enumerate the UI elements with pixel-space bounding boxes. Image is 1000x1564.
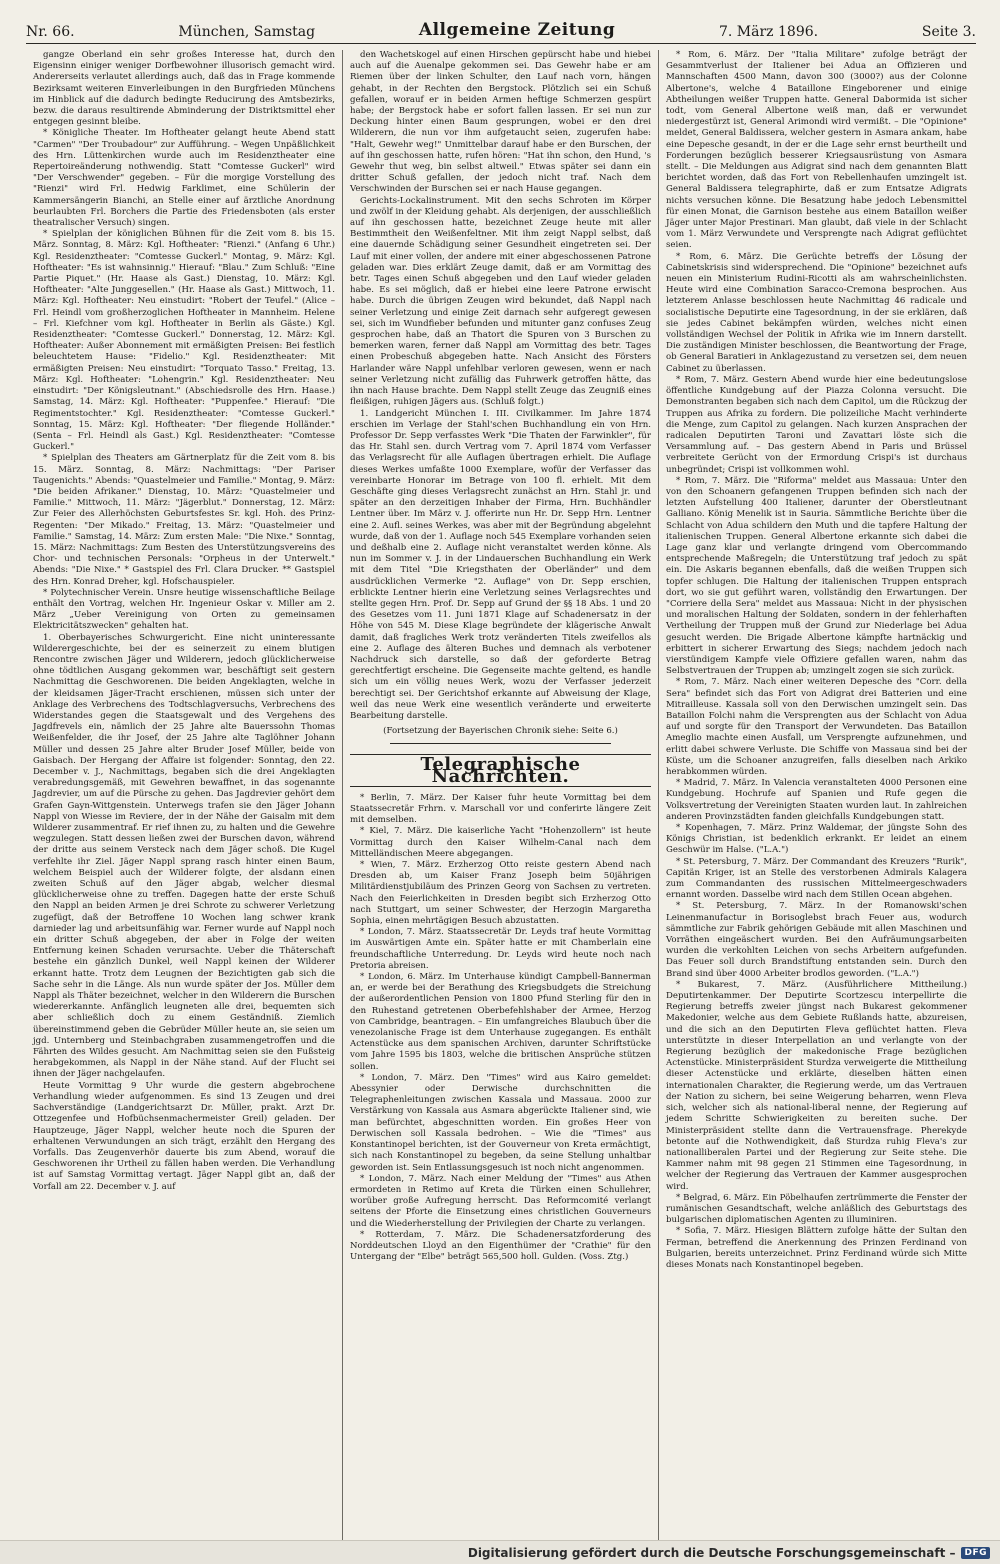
issue-date: 7. März 1896.	[719, 24, 819, 40]
digitization-footer	[0, 1540, 1000, 1564]
article-paragraph: den Wachetskogel auf einen Hirschen gepürscht habe und hiebei auch auf die Auenalpe gekommen sei. Das Gewehr habe er am Riemen über der linken Schulter, den Lauf nach vorn, hängen gehabt, in der Rechten den Bergstock. Plötzlich sei ein Schuß gefallen, worauf er in beiden Armen heftige Schmerzen gespürt habe; der Bergstock habe er sofort fallen lassen. Er sei nun zur Deckung hinter einen Baum gesprungen, wobei er den drei Wilderern, die nun vor ihm aufgetaucht seien, zugerufen habe: "Halt, Gewehr weg!" Unmittelbar darauf habe er den Burschen, der auf ihn geschossen hatte, rufen hören: "Hat ihn schon, den Hund, 's Gewehr thut weg, bin selbst altweil." Etwas später sei dann ein dritter Schuß gefallen, der jedoch nicht traf. Nach dem Verschwinden der Burschen sei er nach Hause gegangen.	[350, 50, 651, 195]
article-paragraph: * St. Petersburg, 7. März. In der Romanowski'schen Leinenmanufactur in Borisoglebst brach Feuer aus, wodurch sämmtliche zur Fabrik gehörigen Gebäude mit allen Maschinen und Vorräthen eingeäschert wurden. Bei den Aufräumungsarbeiten wurden die verkohlten Leichen von sechs Arbeitern aufgefunden. Das Feuer soll durch Brandstiftung entstanden sein. Durch den Brand sind über 4000 Arbeiter brodlos geworden. ("L.A.")	[666, 901, 967, 979]
article-paragraph: * Belgrad, 6. März. Ein Pöbelhaufen zertrümmerte die Fenster der rumänischen Gesandtschaft, welche anläßlich des Geburtstags des bulgarischen diplomatischen Agenten zu illuminiren.	[666, 1192, 967, 1226]
article-paragraph: * Kopenhagen, 7. März. Prinz Waldemar, der jüngste Sohn des Königs Christian, ist bedenklich erkrankt. Er leidet an einem Geschwür im Halse. ("L.A.")	[666, 823, 967, 856]
article-paragraph: * Rom, 7. März. Die "Riforma" meldet aus Massaua: Unter den von den Schoanern gefangenen Truppen befinden sich nach der letzten Aufstellung 400 Italiener, darunter der Oberstleutnant Galliano. König Menelik ist in Sauria. Sämmtliche Berichte über die Schlacht von Adua schildern den Muth und die tapfere Haltung der italienischen Truppen. General Albertone erkannte sich dabei die Lage ganz klar und verlangte dringend vom Obercommando entsprechende Maßregeln; die Unterstützung traf jedoch zu spät ein. Die Askaris begannen ebenfalls, daß die weißen Truppen sich topfer schlugen. Die Haltung der italienischen Truppen entsprach dort, wo sie gut geführt waren, vollständig den Erwartungen. Der "Corriere della Sera" meldet aus Massaua: Nicht in der physischen und moralischen Haltung der Soldaten, sondern in der fehlerhaften Vertheilung der Truppen muß der Grund zur Niederlage bei Adua gesucht werden. Die Brigade Albertone kämpfte hartnäckig und erbittert in sicherer Erwartung des Siegs; nachdem jedoch nach vierstündigem Kampfe viele Offiziere gefallen waren, nahm das Selbstvertrauen der Truppen ab; umzingelt zogen sie sich zurück.	[666, 475, 967, 677]
issue-number: Nr. 66.	[26, 24, 75, 40]
article-paragraph: * Spielplan des Theaters am Gärtnerplatz für die Zeit vom 8. bis 15. März. Sonntag, 8. März: Nachmittags: "Der Pariser Taugenichts." Abends: "Quastelmeier und Familie." Montag, 9. März: "Die beiden Afrikaner." Dienstag, 10. März: "Quastelmeier und Familie." Mittwoch, 11. März: "Jägerblut." Donnerstag, 12. März: Zur Feier des Allerhöchsten Geburtsfestes Sr. kgl. Hoh. des Prinz-Regenten: "Der Mikado." Freitag, 13. März: "Quastelmeier und Familie." Samstag, 14. März: Zum ersten Male: "Die Nixe." Sonntag, 15. März: Nachmittags: Zum Besten des Unterstützungsvereins des Chor- und technischen Personals: "Orpheus in der Unterwelt." Abends: "Die Nixe." * Gastspiel des Frl. Clara Drucker. ** Gastspiel des Hrn. Konrad Dreher, kgl. Hofschauspieler.	[33, 453, 335, 587]
article-paragraph: * Spielplan der königlichen Bühnen für die Zeit vom 8. bis 15. März. Sonntag, 8. März: Kgl. Hoftheater: "Rienzi." (Anfang 6 Uhr.) Kgl. Residenztheater: "Comtesse Guckerl." Montag, 9. März: Kgl. Hoftheater: "Es ist wahnsinnig." Hierauf: "Blau." Zum Schluß: "Eine Partie Piquet." (Hr. Haase als Gast.) Dienstag, 10. März: Kgl. Hoftheater: "Alte Junggesellen." (Hr. Haase als Gast.) Mittwoch, 11. März: Kgl. Hoftheater: Neu einstudirt: "Robert der Teufel." (Alice – Frl. Heindl vom großherzoglichen Hoftheater in Mannheim. Helene – Frl. Kiefchner vom kgl. Hoftheater in Berlin als Gäste.) Kgl. Residenztheater: "Comtesse Guckerl." Donnerstag, 12. März: Kgl. Hoftheater: Außer Abonnement mit ermäßigten Preisen: Bei festlich beleuchtetem Hause: "Fidelio." Kgl. Residenztheater: Mit ermäßigten Preisen: Neu einstudirt: "Torquato Tasso." Freitag, 13. März: Kgl. Hoftheater: "Lohengrin." Kgl. Residenztheater: Neu einstudirt: "Der Königsleutnant." (Abschiedsrolle des Hrn. Haase.) Samstag, 14. März: Kgl. Hoftheater: "Puppenfee." Hierauf: "Die Regimentstochter." Kgl. Residenztheater: "Comtesse Guckerl." Sonntag, 15. März: Kgl. Hoftheater: "Der fliegende Holländer." (Senta – Frl. Heindl als Gast.) Kgl. Residenztheater: "Comtesse Guckerl."	[33, 229, 335, 453]
article-paragraph: Heute Vormittag 9 Uhr wurde die gestern abgebrochene Verhandlung wieder aufgenommen. Es sind 13 Zeugen und drei Sachverständige (Landgerichtsarzt Dr. Müller, prakt. Arzt Dr. Ottzegenfee und Hofbüchsenmachermeister Greil) geladen. Der Hauptzeuge, Jäger Nappl, welcher heute noch die Spuren der erhaltenen Verwundungen an sich trägt, erzählt den Hergang des Vorfalls. Das Zeugenverhör dauerte bis zum Abend, worauf die Geschworenen ihr Urtheil zu fällen haben werden. Die Verhandlung ist auf Samstag Vormittag vertagt. Jäger Nappl gibt an, daß der Vorfall am 22. December v. J. auf	[33, 1080, 335, 1192]
article-paragraph: 1. Oberbayerisches Schwurgericht. Eine nicht uninteressante Wilderergeschichte, bei der es seinerzeit zu einem blutigen Rencontre zwischen Jäger und Wilderern, jedoch glücklicherweise ohne tödtlichen Ausgang gekommen war, beschäftigt seit gestern Nachmittag die Geschworenen. Die beiden Angeklagten, welche in der kleidsamen Jäger-Tracht erschienen, müssen sich unter der Anklage des Verbrechens des Todtschlagversuchs, Verbrechens des Widerstandes gegen die Staatsgewalt und des Vergehens des Jagdfrevels ein, nämlich der 25 Jahre alte Bauerssohn Thomas Weißenfelder, die ihr Josef, der 25 Jahre alte Taglöhner Johann Müller und dessen 25 Jahre alter Bruder Josef Müller, beide von Gaisbach. Der Hergang der Affaire ist folgender: Sonntag, den 22. December v. J., Nachmittags, begaben sich die drei Angeklagten verabredungsgemäß, mit Gewehren bewaffnet, in das sogenannte Jagdrevier, um auf die Pürsche zu gehen. Das Jagdrevier gehört dem Grafen Gayn-Wittgenstein. Unterwegs trafen sie den Jäger Johann Nappl von Wiesse im Reviere, der in der Nähe der Gaisalm mit dem Wilderer zusammentraf. Er rief ihnen zu, zu halten und die Gewehre wegzulegen. Statt dessen ließen zwei der Burschen davon, während der dritte aus seinem Versteck nach dem Jäger schoß. Die Kugel verfehlte ihr Ziel. Jäger Nappl sprang rasch hinter einen Baum, welchem Beispiel auch der Wilderer folgte, der alsdann einen zweiten Schuß auf den Jäger abgab, welcher diesmal glücklicherweise ohne zu treffen. Dagegen hatte der erste Schuß den Nappl an beiden Armen je drei Schrote zu schwerer Verletzung zugefügt, daß der Betroffene 10 Wochen lang schwer krank darnieder lag und arbeitsunfähig war. Ferner wurde auf Nappl noch ein dritter Schuß abgegeben, der aber in Folge der weiten Entfernung keinen Schaden verursachte. Ueber die Thäterschaft bestehe ein gänzlich Dunkel, weil Nappl keinen der Wilderer erkannt hatte. Trotz dem Leugnen der Bezichtigten gab sich die Sache sehr in die Länge. Als nun wurde später der Jos. Müller dem Nappl als Thäter bezeichnet, welcher in den Wilderern die Burschen wiedererkannte. Anfänglich leugneten alle drei, bequemten sich aber schließlich doch zu einem Geständniß. Ziemlich übereinstimmend geben die Gebrüder Müller heute an, sie seien um jgd. Unternberg und Steinbachgraben zusammengetroffen und die Fährten des Wildes gesucht. Am Nachmittag seien sie den Fußsteig herabgekommen, als Nappl in der Nähe stand. Auf der Flucht sei ihnen der Jäger nachgelaufen.	[33, 632, 335, 1080]
article-paragraph: * Rom, 7. März. Nach einer weiteren Depesche des "Corr. della Sera" befindet sich das Fort von Adigrat drei Batterien und eine Mitrailleuse. Kassala soll von den Derwischen umzingelt sein. Das Bataillon Folchi nahm die Versprengten aus der Schlacht von Adua auf und sorgte für den Transport der Verwundeten. Das Bataillon Ameglio machte einen Ausfall, um Versprengte aufzunehmen, und erlitt dabei schwere Verluste. Die Schiffe von Massaua sind bei der Küste, um die Schoaner anzugreifen, falls dieselben nach Arkiko herabkommen würden.	[666, 677, 967, 777]
article-paragraph: * London, 7. März. Nach einer Meldung der "Times" aus Athen ermordeten in Retimo auf Kreta die Türken einen Schullehrer, worüber große Aufregung herrscht. Das Reformcomité verlangt seitens der Pforte die Einsetzung eines christlichen Gouverneurs und die Wiederherstellung der Privilegien der Charte zu verlangen.	[350, 1173, 651, 1229]
footer-text: Digitalisierung gefördert durch die Deutsche Forschungsgemeinschaft –	[467, 1545, 956, 1560]
article-paragraph: * Rom, 6. März. Die Gerüchte betreffs der Lösung der Cabinetskrisis sind widersprechend. Die "Opinione" bezeichnet aufs neuen ein Ministerium Rudini-Ricotti als am wahrscheinlichsten. Heute wird eine Combination Saracco-Cremona besprochen. Aus letzterem Anlasse beschlossen heute Nachmittag 46 radicale und socialistische Deputirte eine Tagesordnung, in der sie erklären, daß sie jedes Cabinet bekämpfen würden, welches nicht einen vollständigen Wechsel der Politik in Afrika wie im Innern darstellt. Die zuständigen Minister beschlossen, die Beantwortung der Frage, ob General Baratieri in Anklagezustand zu versetzen sei, dem neuen Cabinet zu überlassen.	[666, 251, 967, 374]
column-2	[342, 50, 658, 1540]
article-paragraph: * Madrid, 7. März. In Valencia veranstalteten 4000 Personen eine Kundgebung. Hochrufe auf Spanien und Rufe gegen die Volksvertretung der Vereinigten Staaten wurden laut. In zahlreichen anderen Provinzstädten fanden gleichfalls Kundgebungen statt.	[666, 778, 967, 822]
article-paragraph: * Berlin, 7. März. Der Kaiser fuhr heute Vormittag bei dem Staatssecretär Frhrn. v. Marschall vor und conferirte längere Zeit mit demselben.	[350, 792, 651, 826]
article-paragraph: * Sofia, 7. März. Hiesigen Blättern zufolge hätte der Sultan den Ferman, betreffend die Anerkennung des Prinzen Ferdinand von Bulgarien, bereits unterzeichnet. Prinz Ferdinand würde sich Mitte dieses Monats nach Konstantinopel begeben.	[666, 1226, 967, 1270]
column-3	[658, 50, 974, 1540]
article-paragraph: 1. Landgericht München I. III. Civilkammer. Im Jahre 1874 erschien im Verlage der Stahl'schen Buchhandlung ein von Hrn. Professor Dr. Sepp verfasstes Werk "Die Thaten der Farwinkler", für das Hr. Stahl sen. durch Vertrag vom 7. April 1874 vom Verfasser das Verlagsrecht für alle Auflagen übertragen erhielt. Die Auflage dieses Werkes umfaßte 1000 Exemplare, wofür der Verfasser das vereinbarte Honorar im Betrage von 100 fl. erhielt. Mit dem Geschäfte ging dieses Verlagsrecht zunächst an Hrn. Stahl jr. und später an den derzeitigen Inhaber der Firma, Hrn. Buchhändler Lentner über. Im März v. J. offerirte nun Hr. Dr. Sepp Hrn. Lentner eine 2. Aufl. seines Werkes, was aber mit der Begründung abgelehnt wurde, daß von der 1. Auflage noch 545 Exemplare vorhanden seien und deßhalb eine 2. Auflage nicht veranstaltet werden könne. Als nun im Sommer v. J. in der Lindauerschen Buchhandlung ein Werk mit dem Titel "Die Kriegsthaten der Oberländer" und dem ausdrücklichen Vermerke "2. Auflage" von Dr. Sepp erschien, erblickte Lentner hierin eine Verletzung seines Verlagsrechtes und stellte gegen Hrn. Prof. Dr. Sepp auf Grund der §§ 18 Abs. 1 und 20 des Gesetzes vom 11. Juni 1871 Klage auf Schadenersatz in der Höhe von 545 M. Diese Klage begründete der klägerische Anwalt damit, daß fragliches Werk trotz veränderten Titels zweifellos als eine 2. Auflage des älteren Buches und demnach als verbotener Nachdruck sich darstelle, so daß der geforderte Betrag gerechtfertigt erscheine. Die Gegenseite machte geltend, es handle sich um ein völlig neues Werk, wozu der Verfasser jederzeit berechtigt sei. Der Gerichtshof erkannte auf Abweisung der Klage, weil das neue Werk eine wesentlich veränderte und erweiterte Bearbeitung darstelle.	[350, 408, 651, 721]
article-paragraph: (Fortsetzung der Bayerischen Chronik siehe: Seite 6.)	[383, 726, 618, 737]
article-paragraph: * Polytechnischer Verein. Unsre heutige wissenschaftliche Beilage enthält den Vortrag, welchen Hr. Ingenieur Oskar v. Miller am 2. März „Ueber Vereinigung von Orten zu gemeinsamen Elektricitätszwecken" gehalten hat.	[33, 587, 335, 632]
article-paragraph: * Rom, 6. März. Der "Italia Militare" zufolge beträgt der Gesammtverlust der Italiener bei Adua an Offizieren und Mannschaften 4500 Mann, davon 300 (3000?) aus der Colonne Albertone's, welche 4 Bataillone Eingeborener und einige Abtheilungen weißer Truppen hatte. General Dabormida ist sicher todt, vom General Albertone weiß man, daß er verwundet niedergestürzt ist, General Arimondi wird vermißt. – Die "Opinione" meldet, General Baldissera, welcher gestern in Asmara ankam, habe eine Depesche gesandt, in der er die Lage sehr ernst beurtheilt und Forderungen bezüglich besserer Kriegsausrüstung von Asmara stellt. – Die Meldungen aus Adigrat sind nach dem genannten Blatt berichtet worden, daß das Fort von Rebellenhaufen umzingelt ist. General Baldissera telegraphirte, daß er zum Entsatze Adigrats nichts versuchen könne. Die Besatzung habe jedoch Lebensmittel für einen Monat, die Garnison bestehe aus einem Bataillon weißer Jäger unter Major Prestinari. Man glaubt, daß viele in der Schlacht vom 1. März Verwundete und Versprengte nach Adigrat geflüchtet seien.	[666, 50, 967, 251]
newspaper-page	[26, 18, 976, 1538]
article-paragraph: * Rotterdam, 7. März. Die Schadenersatzforderung des Norddeutschen Lloyd an den Eigenthümer der "Crathie" für den Untergang der "Elbe" beträgt 565,500 holl. Gulden. (Voss. Ztg.)	[350, 1229, 651, 1263]
article-paragraph: gangze Oberland ein sehr großes Interesse hat, durch den Eigensinn einiger weniger Dorfbewohner illusorisch gemacht wird. Andererseits verlautet allerdings auch, daß das in Frage kommende Bezirksamt weiteren Einverleibungen in den Burgfrieden Münchens im Hinblick auf die dadurch bedingte Reducirung des Amtsbezirks, bezw. die daraus resultirende Abminderung der Distriktsmittel eher entgegen gesinnt bleibe.	[33, 50, 335, 128]
article-paragraph: * Rom, 7. März. Gestern Abend wurde hier eine bedeutungslose öffentliche Kundgebung auf der Piazza Colonna versucht. Die Demonstranten begaben sich nach dem Capitol, um die Rückzug der Truppen aus Afrika zu fordern. Die polizeiliche Macht verhinderte die Menge, zum Capitol zu gelangen. Nach kurzen Ansprachen der radicalen Deputirten Taroni und Zavattari löste sich die Versammlung auf. – Das gestern Abend in Paris und Brüssel verbreitete Gerücht von der Ermordung Crispi's ist durchaus unbegründet; Crispi ist vollkommen wohl.	[666, 374, 967, 475]
dfg-logo: DFG	[961, 1547, 990, 1559]
column-1	[26, 50, 342, 1540]
article-paragraph: * Kiel, 7. März. Die kaiserliche Yacht "Hohenzollern" ist heute Vormittag durch den Kaiser Wilhelm-Canal nach dem Mittelländischen Meere abgegangen.	[350, 826, 651, 859]
article-paragraph: * London, 6. März. Im Unterhause kündigt Campbell-Bannerman an, er werde bei der Berathung des Kriegsbudgets die Streichung der außerordentlichen Pension von 1800 Pfund Sterling für den in den Ruhestand getretenen Oberbefehlshaber der Armee, Herzog von Cambridge, beantragen. – Ein umfangreiches Blaubuch über die venezolanische Frage ist dem Unterhause zugegangen. Es enthält Actenstücke aus dem spanischen Archiven, darunter Schriftstücke vom Jahre 1595 bis 1803, welche die britischen Ansprüche stützen sollen.	[350, 972, 651, 1072]
article-paragraph: * Königliche Theater. Im Hoftheater gelangt heute Abend statt "Carmen" "Der Troubadour" zur Aufführung. – Wegen Unpäßlichkeit des Hrn. Lüttenkirchen wurde auch im Residenztheater eine Repertoireänderung nothwendig. Statt "Comtesse Guckerl" wird "Der Verschwender" gegeben. – Für die morgige Vorstellung des "Rienzi" wird Frl. Hedwig Farklimet, eine Schülerin der Kammersängerin Bianchi, an Stelle einer auf ärztliche Anordnung beurlaubten Frl. Borchers die Partie des Friedensboten (als erster theatralischer Versuch) singen.	[33, 128, 335, 229]
article-paragraph: * London, 7. März. Den "Times" wird aus Kairo gemeldet: Abessynier oder Derwische durchschnitten die Telegraphenleitungen zwischen Kassala und Massaua. 2000 zur Verstärkung von Kassala aus Asmara abgerückte Italiener sind, wie man befürchtet, abgeschnitten worden. Ein großes Heer von Derwischen soll Kassala bedrohen. – Wie die "Times" aus Konstantinopel berichten, ist der Gouverneur von Kreta ermächtigt, sich nach Konstantinopel zu begeben, da seine Stellung unhaltbar geworden ist. Sein Entlassungsgesuch ist noch nicht angenommen.	[350, 1072, 651, 1173]
article-paragraph: * London, 7. März. Staatssecretär Dr. Leyds traf heute Vormittag im Auswärtigen Amte ein. Später hatte er mit Chamberlain eine freundschaftliche Unterredung. Dr. Leyds wird heute noch nach Pretoria abreisen.	[350, 927, 651, 971]
article-paragraph: * Bukarest, 7. März. (Ausführlichere Mittheilung.) Deputirtenkammer. Der Deputirte Scortzescu interpellirte die Regierung betreffs zweier jüngst nach Bukarest gekommener Makedonier, welche aus dem Gebiete Rußlands hatte, abzureisen, und die sich an den Deputirten Fleva geflüchtet hatten. Fleva unterstützte in dieser Interpellation an und verlangte von der Regierung bezüglich der makedonische Frage bezüglichen Actenstücke. Ministerpräsident Sturdza verweigerte die Mittheilung dieser Actenstücke und erklärte, dieselben hätten einen internationalen Charakter, die Regierung werde, um das Vertrauen der Nation zu sichern, bei seine Weigerung beharren, wenn Fleva sich, welcher sich als national-liberal nenne, der Regierung auf jedem Schritte Schwierigkeiten zu bereiten suche. Der Ministerpräsident stellte dann die Vertrauensfrage. Pherekyde betonte auf die Nothwendigkeit, daß Sturdza ruhig Fleva's zur nationalliberalen Partei und der Regierung zur Seite stehe. Die Kammer nahm mit 98 gegen 21 Stimmen eine Tagesordnung, in welcher der Regierung das Vertrauen der Kammer ausgesprochen wird.	[666, 979, 967, 1192]
newspaper-title: Allgemeine Zeitung	[418, 20, 616, 40]
article-paragraph: * Wien, 7. März. Erzherzog Otto reiste gestern Abend nach Dresden ab, um Kaiser Franz Joseph beim 50jährigen Militärdienstjubiläum des Prinzen Georg von Sachsen zu vertreten. Nach den Feierlichkeiten in Dresden begibt sich Erzherzog Otto nach Stuttgart, um seiner Schwester, der Herzogin Margaretha Sophia, einen mehrtägigen Besuch abzustatten.	[350, 860, 651, 927]
masthead	[26, 18, 976, 44]
columns	[26, 50, 976, 1540]
place-day: München, Samstag	[178, 24, 316, 40]
article-paragraph: Gerichts-Lockalinstrument. Mit den sechs Schroten im Körper und zwölf in der Kleidung gehabt. Als derjenigen, der ausschließlich auf ihn geschossen hatte, bezeichnet Zeuge heute mit aller Bestimmtheit den Weißenfeltner. Mit ihm zeigt Nappl selbst, daß eine dauernde Schädigung seiner Gesundheit eingetreten sei. Der Lauf mit einer vollen, der andere mit einer abgeschossenen Patrone geladen war. Dies erklärt Zeuge damit, daß er am Vormittag des betr. Tages einen Schuß abgegeben und den Lauf wieder geladen habe. Es sei möglich, daß er hiebei eine leere Patrone erwischt habe. Durch die übrigen Zeugen wird bekundet, daß Nappl nach seiner Verletzung und einige Zeit darnach sehr aufgeregt gewesen sei, sich im Wundfieber befunden und mitunter ganz confuses Zeug gesprochen habe, daß an Thatort die Spuren von 3 Burschen zu bemerken waren, ferner daß Nappl am Vormittag des betr. Tages einen Probeschuß abgegeben hatte. Nach Ansicht des Försters Harlander wäre Nappl unfehlbar verloren gewesen, wenn er nach seiner Verletzung nicht zufällig das Fuhrwerk getroffen hätte, das ihn nach Hause brachte. Dem Nappl stellt Zeuge das Zeugniß eines fleißigen, ruhigen Jägers aus. (Schluß folgt.)	[350, 195, 651, 408]
telegraph-heading: Telegraphische Nachrichten.	[350, 754, 651, 786]
article-paragraph: * St. Petersburg, 7. März. Der Commandant des Kreuzers "Rurik", Capitän Kriger, ist an Stelle des verstorbenen Admirals Kalagera zum Commandanten des russischen Mittelmeergeschwaders ernannt worden. Dasselbe wird nach dem Stillen Ocean abgehen.	[666, 856, 967, 901]
page-number: Seite 3.	[921, 24, 976, 40]
section-rule	[390, 743, 611, 744]
